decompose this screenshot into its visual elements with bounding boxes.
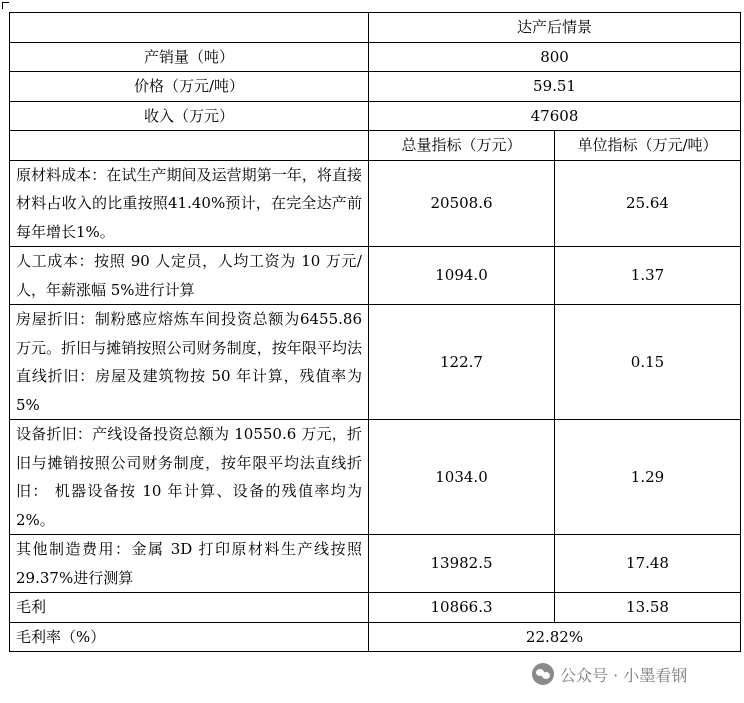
gross-profit-unit: 13.58 (555, 593, 741, 623)
watermark (528, 660, 691, 688)
gross-profit-total: 10866.3 (369, 593, 555, 623)
row-label: 产销量（吨） (10, 42, 369, 72)
cost-total: 20508.6 (369, 160, 555, 247)
row-value: 59.51 (369, 72, 741, 102)
gross-profit-label: 毛利 (10, 593, 369, 623)
cost-description: 设备折旧：产线设备投资总额为 10550.6 万元，折旧与摊销按照公司财务制度，按年限平均法直线折旧： 机器设备按 10 年计算、设备的残值率均为 2%。 (10, 420, 369, 535)
cost-total: 122.7 (369, 305, 555, 420)
cost-description: 其他制造费用：金属 3D 打印原材料生产线按照 29.37%进行测算 (10, 535, 369, 593)
table-row (10, 42, 741, 72)
scenario-header: 达产后情景 (369, 13, 741, 43)
gross-margin-label: 毛利率（%） (10, 622, 369, 652)
cost-unit: 1.37 (555, 247, 741, 305)
cost-unit: 17.48 (555, 535, 741, 593)
cost-unit: 0.15 (555, 305, 741, 420)
subheader-empty-cell (10, 131, 369, 161)
cost-description: 人工成本：按照 90 人定员，人均工资为 10 万元/人，年薪涨幅 5%进行计算 (10, 247, 369, 305)
gross-profit-row (10, 593, 741, 623)
table-header-row (10, 13, 741, 43)
total-indicator-header: 总量指标（万元） (369, 131, 555, 161)
cost-unit: 1.29 (555, 420, 741, 535)
cost-total: 1034.0 (369, 420, 555, 535)
row-value: 47608 (369, 101, 741, 131)
table-row (10, 535, 741, 593)
cost-description: 原材料成本：在试生产期间及运营期第一年，将直接材料占收入的比重按照41.40%预计，在完全达产前每年增长1%。 (10, 160, 369, 247)
header-empty-cell (10, 13, 369, 43)
corner-crop-mark (2, 2, 9, 9)
financial-metrics-table (9, 12, 741, 652)
table-row (10, 72, 741, 102)
cost-unit: 25.64 (555, 160, 741, 247)
cost-total: 13982.5 (369, 535, 555, 593)
table-row (10, 420, 741, 535)
table-row (10, 305, 741, 420)
watermark-text: 公众号 · 小墨看钢 (560, 665, 688, 685)
cost-description: 房屋折旧：制粉感应熔炼车间投资总额为6455.86 万元。折旧与摊销按照公司财务制度，按年限平均法直线折旧：房屋及建筑物按 50 年计算，残值率为 5% (10, 305, 369, 420)
cost-total: 1094.0 (369, 247, 555, 305)
table-row (10, 160, 741, 247)
wechat-logo-icon (532, 663, 554, 685)
table-row (10, 101, 741, 131)
gross-margin-row (10, 622, 741, 652)
row-label: 收入（万元） (10, 101, 369, 131)
subheader-row (10, 131, 741, 161)
unit-indicator-header: 单位指标（万元/吨） (555, 131, 741, 161)
gross-margin-value: 22.82% (369, 622, 741, 652)
row-label: 价格（万元/吨） (10, 72, 369, 102)
row-value: 800 (369, 42, 741, 72)
table-row (10, 247, 741, 305)
